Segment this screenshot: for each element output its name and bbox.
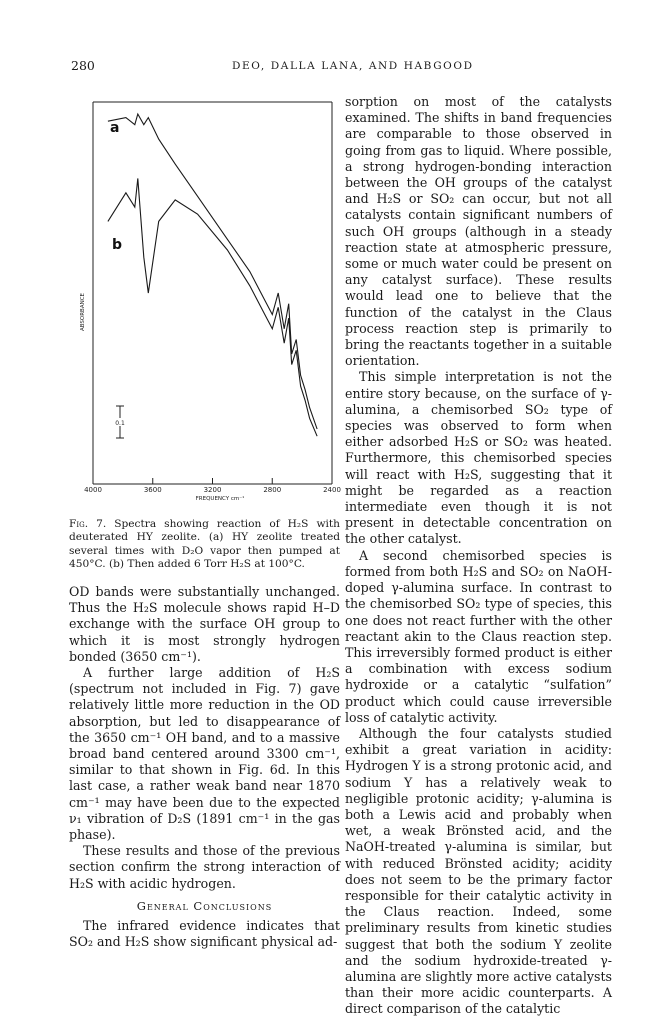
spectrum-curve-a bbox=[108, 114, 317, 429]
page-number: 280 bbox=[71, 58, 95, 73]
x-axis-label: FREQUENCY cm⁻¹ bbox=[195, 496, 245, 502]
paragraph: A further large addition of H₂S (spectrum not included in Fig. 7) gave relatively little more reduction in the OD absorption, but led to disappearance of the 3650 cm⁻¹ OH band, and to a massive broad band centered around 3300 cm⁻¹, similar to that shown in Fig. 6d. In this last case, a rather weak band near 1870 cm⁻¹ may have been due to the expected ν₁ vibration of D₂S (1891 cm⁻¹ in the gas phase). bbox=[69, 665, 340, 843]
paragraph: OD bands were substantially unchanged. Thus the H₂S molecule shows rapid H–D exchange with the surface OH group to which it is most strongly hydrogen bonded (3650 cm⁻¹). bbox=[69, 584, 340, 664]
x-tick-label: 3200 bbox=[203, 486, 222, 494]
spectra-figure bbox=[60, 92, 350, 512]
x-tick-label: 2400 bbox=[323, 486, 341, 494]
caption-label: Fig. 7. bbox=[69, 518, 107, 530]
paragraph: A second chemisorbed species is formed from both H₂S and SO₂ on NaOH-doped γ-alumina surface. In contrast to the chemisorbed SO₂ type of species, this one does not react further with the other reactant akin to the Claus reaction step. This irreversibly formed product is either a combination with excess sodium hydroxide or a catalytic “sulfation” product which could cause irreversible loss of catalytic activity. bbox=[345, 547, 612, 725]
figure-frame bbox=[93, 102, 332, 484]
curve-label-a: a bbox=[110, 120, 120, 136]
x-tick-label: 4000 bbox=[84, 486, 102, 494]
paragraph: These results and those of the previous section confirm the strong interaction of H₂S with acidic hydrogen. bbox=[69, 843, 340, 891]
paragraph: Although the four catalysts studied exhibit a great variation in acidity: Hydrogen Y is a strong protonic acid, and sodium Y has a relatively weak to negligible protonic acidity; γ-alumina is both a Lewis acid and probably when wet, a weak Brönsted acid, and the NaOH-treated γ-alumina is similar, but with reduced Brönsted acidity; acidity does not seem to be the primary factor responsible for their catalytic activity in the Claus reaction. Indeed, some preliminary results from kinetic studies suggest that both the sodium Y zeolite and the sodium hydroxide-treated γ-alumina are slightly more active catalysts than their more acidic counterparts. A direct comparison of the catalytic bbox=[345, 725, 612, 1017]
figure-caption bbox=[69, 518, 340, 571]
scale-bar-label: 0.1 bbox=[115, 420, 125, 427]
paragraph: sorption on most of the catalysts examined. The shifts in band frequencies are comparable to those observed in going from gas to liquid. Where possible, a strong hydrogen-bonding interaction between the OH groups of the catalyst and H₂S or SO₂ can occur, but not all catalysts contain significant numbers of such OH groups (although in a steady reaction state at atmospheric pressure, some or much water could be present on any catalyst surface). These results would lead one to believe that the function of the catalyst in the Claus process reaction step is primarily to bring the reactants together in a suitable orientation. bbox=[345, 94, 612, 369]
caption-text: Spectra showing reaction of H₂S with deuterated HY zeolite. (a) HY zeolite treated several times with D₂O vapor then pumped at 450°C. (b) Then added 6 Torr H₂S at 100°C. bbox=[69, 518, 340, 570]
y-axis-label: ABSORBANCE bbox=[80, 292, 86, 332]
section-heading: General Conclusions bbox=[136, 898, 273, 913]
right-column bbox=[345, 94, 612, 1018]
paragraph: This simple interpretation is not the entire story because, on the surface of γ-alumina, a chemisorbed SO₂ type of species was observed to form when either adsorbed H₂S or SO₂ was heated. Furthermore, this chemisorbed species will react with H₂S, suggesting that it might be regarded as a reaction intermediate even though it is not present in detectable concentration on the other catalyst. bbox=[345, 369, 612, 547]
running-head: DEO, DALLA LANA, AND HABGOOD bbox=[232, 60, 474, 72]
paragraph: The infrared evidence indicates that SO₂ and H₂S show significant physical ad- bbox=[69, 918, 340, 950]
left-column bbox=[69, 584, 340, 950]
x-tick-label: 2800 bbox=[263, 486, 282, 494]
curve-label-b: b bbox=[112, 237, 123, 253]
x-tick-label: 3600 bbox=[143, 486, 162, 494]
